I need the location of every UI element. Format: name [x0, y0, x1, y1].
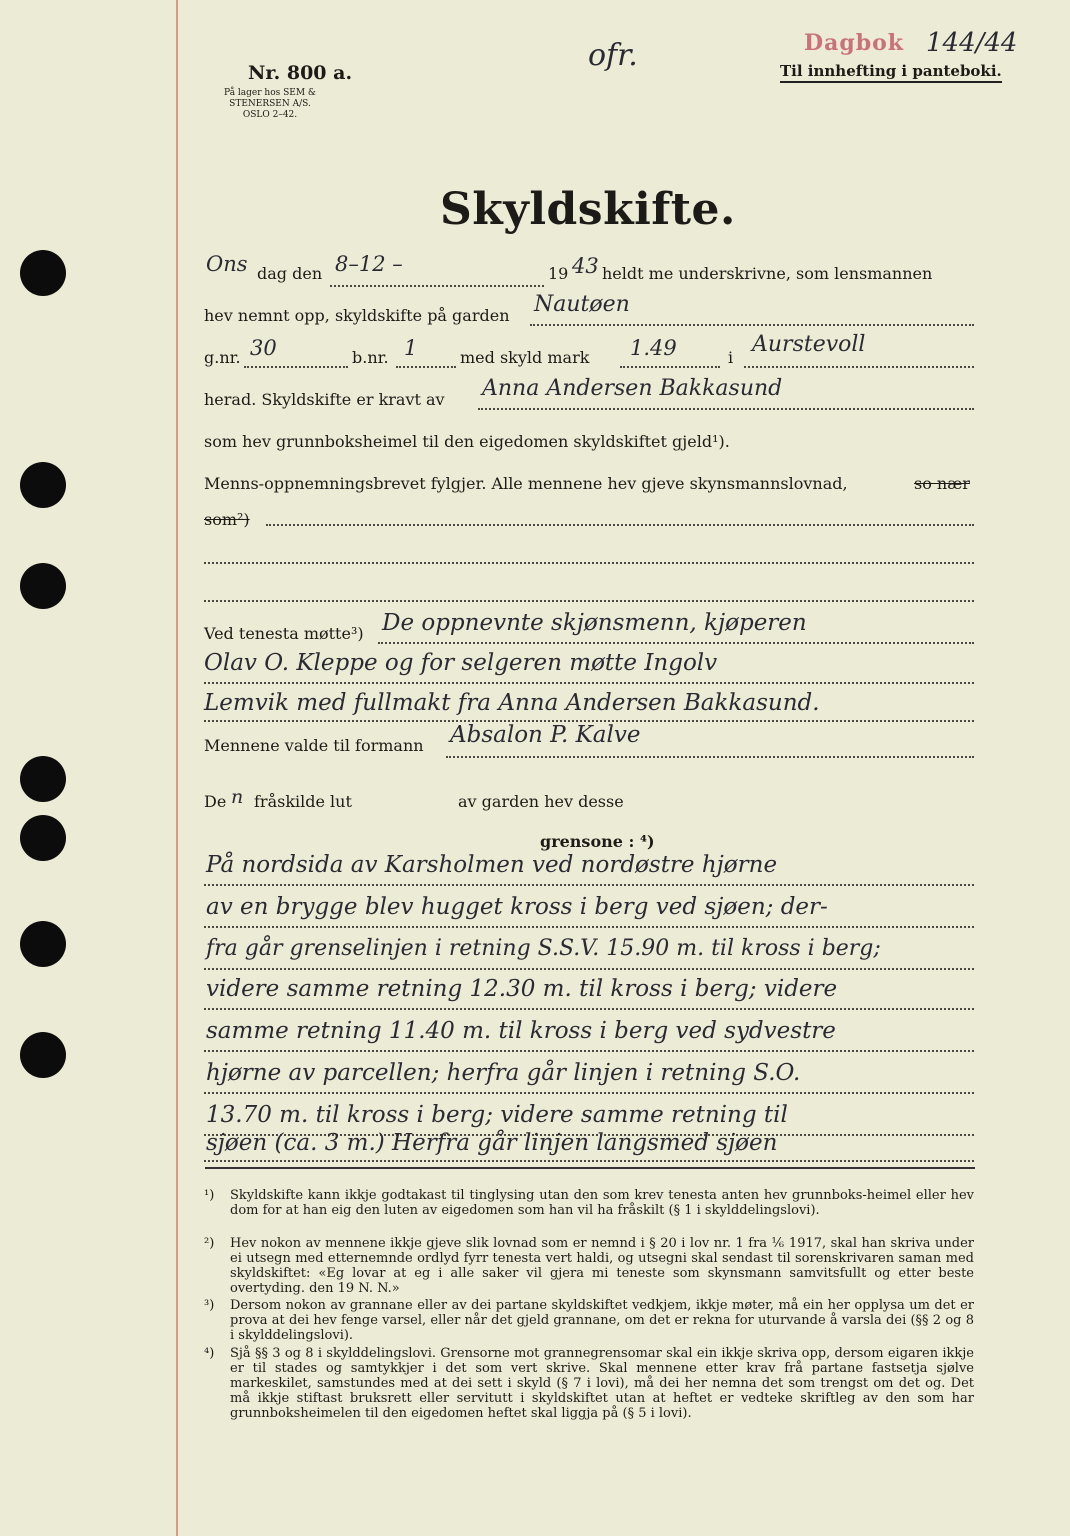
footnote-mark: ²) — [204, 1236, 215, 1251]
footnote-1 — [204, 1188, 974, 1218]
footnote-text: Dersom nokon av grannane eller av dei partane skyldskiftet vedkjem, ikkje møter, må ein her opplysa um det er prova at dei hev fenge varsel, eller når det gjeld grannane, om det er rekna for uturvande å varsla dei (§§ 2 og 8 i skylddelingslovi). — [230, 1298, 974, 1343]
mark-label: med skyld mark — [460, 348, 590, 367]
dotted-line — [204, 1160, 974, 1162]
i-label: i — [728, 348, 734, 367]
year-entry: 43 — [572, 254, 599, 278]
footnote-mark: ⁴) — [204, 1346, 215, 1361]
boundary-line: videre samme retning 12.30 m. til kross i berg; videre — [206, 976, 838, 1002]
attend-label: Ved tenesta møtte³) — [204, 624, 364, 643]
footnote-text: Hev nokon av mennene ikkje gjeve slik lovnad som er nemnd i § 20 i lov nr. 1 fra ⅙ 1917, skal han skriva under ei utsegn med etternemnde ordlyd fyrr tenesta vert haldi, og utsegni skal sendast til sorenskrivaren saman med skyldskiftet: «Eg lovar at eg i alle saker vil gjera mi teneste som skynsmann samvitsfullt og etter beste overtyding. den 19 N. N.» — [230, 1236, 974, 1296]
chair-entry: Absalon P. Kalve — [450, 722, 641, 748]
gnr-label: g.nr. — [204, 348, 241, 367]
boundary-line: av en brygge blev hugget kross i berg ved sjøen; der- — [206, 894, 828, 920]
boundary-line: samme retning 11.40 m. til kross i berg ved sydvestre — [206, 1018, 836, 1044]
split-text: fråskilde lut — [254, 792, 352, 811]
dotted-line — [204, 562, 974, 564]
dotted-line — [620, 366, 720, 368]
attend-entry-1: De oppnevnte skjønsmenn, kjøperen — [382, 610, 807, 636]
weekday-entry: Ons — [206, 252, 248, 276]
mark-entry: 1.49 — [630, 336, 677, 360]
struck-text: so nær — [914, 474, 970, 493]
footnote-rule — [205, 1167, 975, 1169]
year-prefix: 19 — [548, 264, 569, 283]
dotted-line — [204, 926, 974, 928]
punch-hole — [20, 250, 66, 296]
punch-hole — [20, 921, 66, 967]
line5-text: som hev grunnboksheimel til den eigedomen skyldskiftet gjeld¹). — [204, 432, 730, 451]
chair-label: Mennene valde til formann — [204, 736, 424, 755]
attend-entry-2: Olav O. Kleppe og for selgeren møtte Ingolv — [204, 650, 718, 676]
footnote-mark: ³) — [204, 1298, 215, 1313]
journal-number: 144/44 — [926, 28, 1018, 58]
split-text-2: av garden hev desse — [458, 792, 624, 811]
dotted-line — [204, 682, 974, 684]
binder-note: Til innhefting i panteboki. — [780, 62, 1002, 83]
footnote-2 — [204, 1236, 974, 1296]
grensone-label: grensone : ⁴) — [540, 832, 655, 851]
line4-text: herad. Skyldskifte er kravt av — [204, 390, 445, 409]
boundary-line: På nordsida av Karsholmen ved nordøstre hjørne — [206, 852, 778, 878]
dotted-line — [396, 366, 456, 368]
footnote-mark: ¹) — [204, 1188, 215, 1203]
line6-text: Menns-oppnemningsbrevet fylgjer. Alle mennene hev gjeve skynsmannslovnad, — [204, 474, 848, 493]
dotted-line — [330, 285, 544, 287]
day-label: dag den — [257, 264, 323, 283]
punch-hole — [20, 563, 66, 609]
split-suffix: n — [231, 786, 244, 808]
dotted-line — [478, 408, 974, 410]
dotted-line — [204, 884, 974, 886]
struck-text-2: som²) — [204, 510, 250, 529]
split-de: De — [204, 792, 227, 811]
farm-name: Nautøen — [534, 292, 630, 317]
dotted-line — [204, 1050, 974, 1052]
line1-text: heldt me underskrivne, som lensmannen — [602, 264, 933, 283]
boundary-line: sjøen (ca. 3 m.) Herfra går linjen langsmed sjøen — [206, 1130, 778, 1156]
dotted-line — [266, 524, 974, 526]
punch-hole — [20, 1032, 66, 1078]
herad-entry: Aurstevoll — [752, 332, 866, 357]
footnote-3 — [204, 1298, 974, 1343]
boundary-line: 13.70 m. til kross i berg; videre samme retning til — [206, 1102, 788, 1128]
dotted-line — [204, 968, 974, 970]
dotted-line — [204, 600, 974, 602]
owner-name: Anna Andersen Bakkasund — [482, 376, 783, 401]
dotted-line — [204, 1092, 974, 1094]
bnr-label: b.nr. — [352, 348, 389, 367]
handwritten-initial: ofr. — [588, 38, 638, 73]
punch-hole — [20, 756, 66, 802]
footnote-text: Skyldskifte kann ikkje godtakast til tinglysing utan den som krev tenesta anten hev grunnboks-heimel eller hev dom for at han eig den luten av eigedomen som han vil ha fråskilt (§ 1 i skylddelingslovi). — [230, 1188, 974, 1218]
boundary-line: hjørne av parcellen; herfra går linjen i retning S.O. — [206, 1060, 801, 1086]
footnote-4 — [204, 1346, 974, 1421]
document-title: Skyldskifte. — [440, 184, 736, 235]
attend-entry-3: Lemvik med fullmakt fra Anna Andersen Bakkasund. — [204, 690, 820, 716]
footnote-text: Sjå §§ 3 og 8 i skylddelingslovi. Grensorne mot grannegrensomar skal ein ikkje skriva opp, dersom eigaren ikkje er til stades og samtykkjer i det som vert skrive. Skal mennene etter krav frå partane fastsetja sjølve markeskilet, samstundes med at dei sett i skyld (§ 7 i lovi), må dei her nemna det som trengst om det og. Det må ikkje stiftast bruksrett eller servitutt i skyldskiftet utan at heftet er vedteke skriftleg av den som har grunnboksheimelen til den eigedomen heftet skal liggja på (§ 5 i lovi). — [230, 1346, 974, 1421]
journal-stamp: Dagbok — [804, 30, 905, 56]
dotted-line — [204, 1008, 974, 1010]
punch-hole — [20, 815, 66, 861]
gnr-entry: 30 — [250, 336, 277, 360]
bnr-entry: 1 — [404, 336, 418, 360]
dotted-line — [378, 642, 974, 644]
dotted-line — [244, 366, 348, 368]
punch-hole — [20, 462, 66, 508]
line2-text: hev nemnt opp, skyldskifte på garden — [204, 306, 510, 325]
dotted-line — [530, 324, 974, 326]
dotted-line — [744, 366, 974, 368]
printer-imprint: På lager hos SEM & STENERSEN A/S. OSLO 2–42. — [224, 88, 316, 120]
date-entry: 8–12 – — [335, 252, 403, 276]
form-number: Nr. 800 a. — [248, 62, 353, 84]
boundary-line: fra går grenselinjen i retning S.S.V. 15.90 m. til kross i berg; — [206, 936, 881, 961]
margin-line — [176, 0, 178, 1536]
dotted-line — [446, 756, 974, 758]
